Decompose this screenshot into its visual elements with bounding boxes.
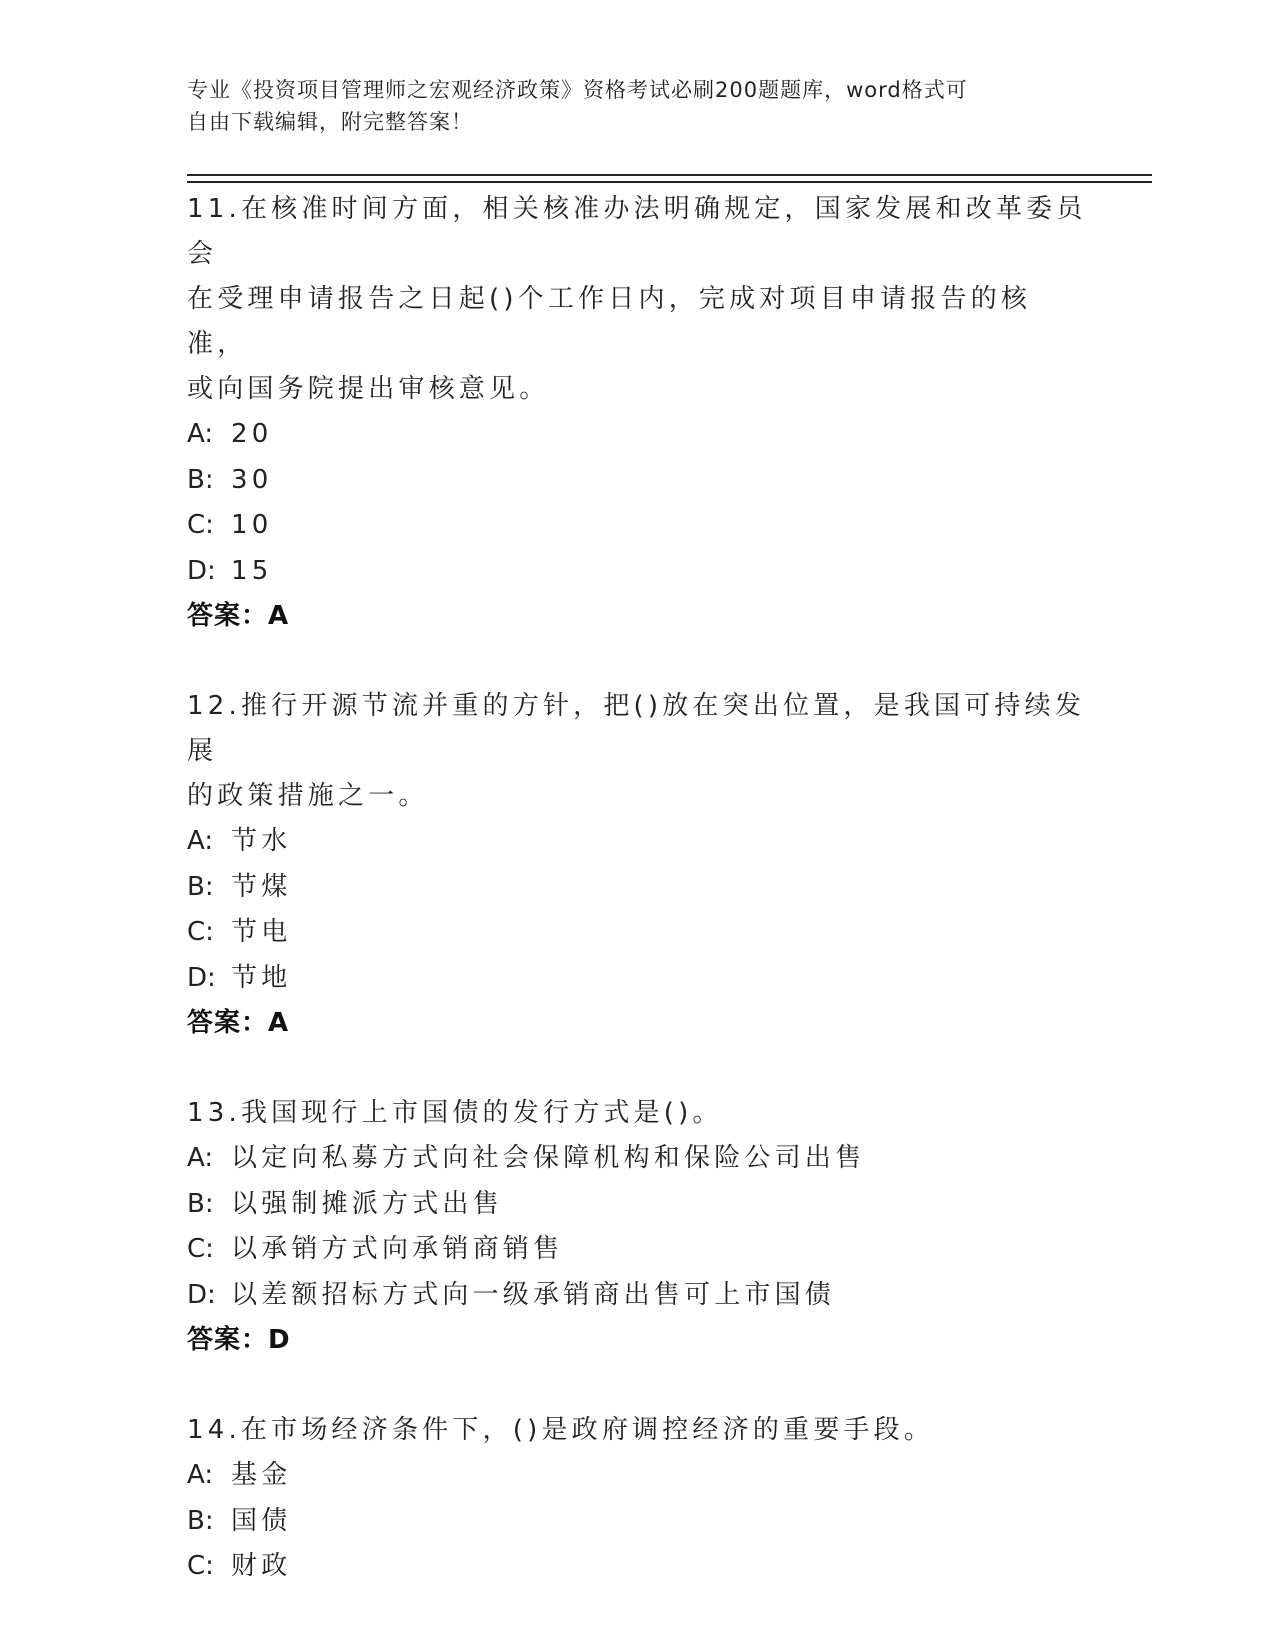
option-key: C: <box>187 1234 214 1264</box>
option-text: 以承销方式向承销商销售 <box>231 1234 564 1264</box>
header-rule-top <box>187 174 1152 176</box>
question-item <box>187 1091 1087 1408</box>
stem-line: 或向国务院提出审核意见。 <box>187 374 550 404</box>
option-key: D: <box>187 555 216 586</box>
option-key: A: <box>187 419 214 449</box>
option-key: C: <box>187 510 214 540</box>
stem-line: 的政策措施之一。 <box>187 781 429 811</box>
option-text: 以差额招标方式向一级承销商出售可上市国债 <box>231 1279 836 1310</box>
answer-line: 答案：A <box>187 1008 290 1038</box>
option-key: D: <box>187 1279 216 1310</box>
option-a <box>187 412 1087 458</box>
question-stem <box>187 187 1087 412</box>
option-key: D: <box>187 962 216 993</box>
option-key: C: <box>187 1551 214 1581</box>
option-b <box>187 1499 1087 1545</box>
option-key: B: <box>187 464 214 495</box>
question-stem <box>187 684 1087 819</box>
stem-line: 在受理申请报告之日起()个工作日内，完成对项目申请报告的核准， <box>187 284 1032 359</box>
option-key: B: <box>187 1188 214 1219</box>
option-text: 10 <box>231 510 273 540</box>
option-key: A: <box>187 1143 214 1173</box>
stem-line: 12.推行开源节流并重的方针，把()放在突出位置，是我国可持续发展 <box>187 691 1086 766</box>
option-text: 20 <box>231 419 273 449</box>
question-stem <box>187 1091 1087 1136</box>
option-d <box>187 1273 1087 1319</box>
question-spacer <box>187 1046 1087 1091</box>
question-spacer <box>187 1363 1087 1408</box>
option-text: 以定向私募方式向社会保障机构和保险公司出售 <box>231 1143 866 1173</box>
option-key: A: <box>187 1460 214 1490</box>
option-text: 财政 <box>231 1551 292 1581</box>
option-text: 国债 <box>231 1505 292 1536</box>
option-text: 节电 <box>231 917 292 947</box>
option-d <box>187 549 1087 595</box>
answer-line: 答案：D <box>187 1325 291 1355</box>
question-item <box>187 1408 1087 1590</box>
option-key: B: <box>187 1505 214 1536</box>
stem-line: 13.我国现行上市国债的发行方式是()。 <box>187 1098 723 1128</box>
option-key: A: <box>187 826 214 856</box>
option-key: B: <box>187 871 214 902</box>
option-b <box>187 458 1087 504</box>
option-a <box>187 1136 1087 1182</box>
question-item <box>187 684 1087 1091</box>
question-list <box>187 187 1087 1590</box>
option-c <box>187 1227 1087 1273</box>
header-rule-bottom <box>187 181 1152 183</box>
option-c <box>187 910 1087 956</box>
option-c <box>187 1544 1087 1590</box>
option-text: 节地 <box>231 962 292 993</box>
option-b <box>187 1182 1087 1228</box>
option-a <box>187 1453 1087 1499</box>
header-line: 自由下载编辑，附完整答案！ <box>187 110 473 134</box>
answer-line: 答案：A <box>187 601 290 631</box>
option-text: 以强制摊派方式出售 <box>231 1188 503 1219</box>
header-line: 专业《投资项目管理师之宏观经济政策》资格考试必刷200题题库，word格式可 <box>187 78 968 102</box>
option-text: 节煤 <box>231 871 292 902</box>
question-item <box>187 187 1087 684</box>
stem-line: 14.在市场经济条件下，()是政府调控经济的重要手段。 <box>187 1415 935 1445</box>
stem-line: 11.在核准时间方面，相关核准办法明确规定，国家发展和改革委员会 <box>187 194 1087 269</box>
option-d <box>187 956 1087 1002</box>
document-header <box>187 74 1067 138</box>
question-stem <box>187 1408 1087 1453</box>
question-spacer <box>187 639 1087 684</box>
option-c <box>187 503 1087 549</box>
option-key: C: <box>187 917 214 947</box>
option-text: 30 <box>231 464 273 495</box>
option-b <box>187 865 1087 911</box>
option-a <box>187 819 1087 865</box>
option-text: 节水 <box>231 826 292 856</box>
option-text: 基金 <box>231 1460 292 1490</box>
option-text: 15 <box>231 555 273 586</box>
